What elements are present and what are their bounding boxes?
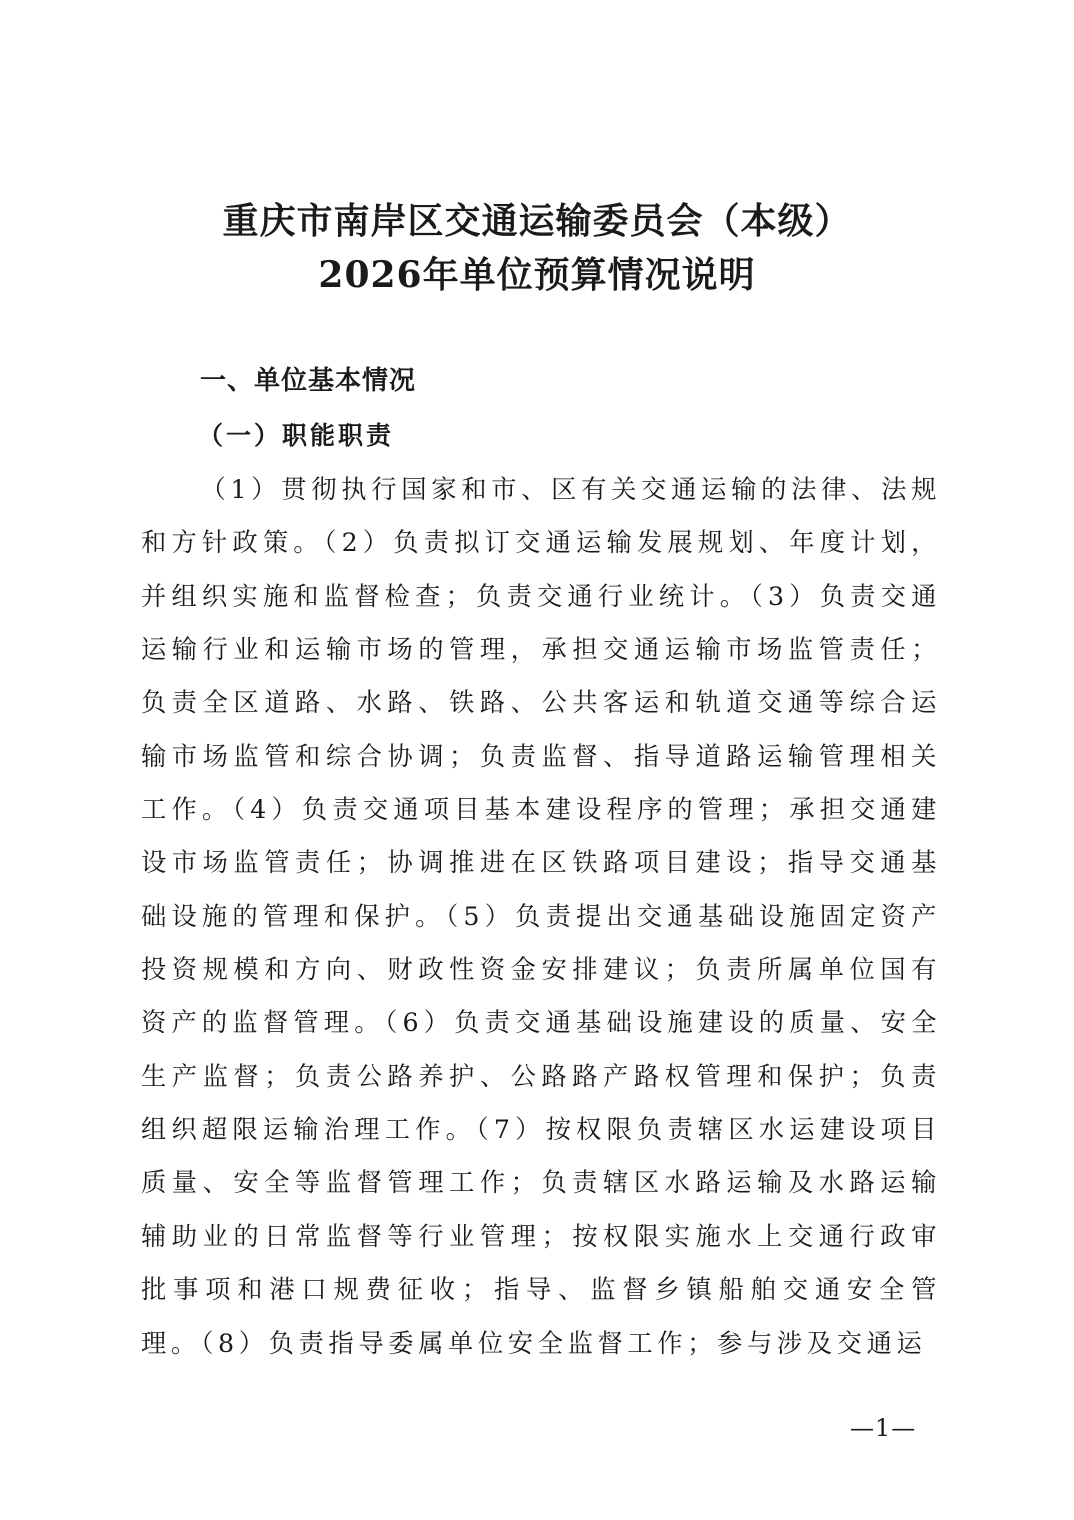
page-number: —1— [850, 1414, 917, 1442]
section-heading: 一、单位基本情况 [200, 366, 417, 396]
document-title-line-2: 2026年单位预算情况说明 [318, 254, 756, 296]
document-title-line-1: 重庆市南岸区交通运输委员会（本级） [222, 200, 852, 242]
duties-paragraph: （1）贯彻执行国家和市、区有关交通运输的法律、法规和方针政策。（2）负责拟订交通运输发展规划、年度计划，并组织实施和监督检查；负责交通行业统计。（3）负责交通运输行业和运输市场的管理，承担交通运输市场监管责任；负责全区道路、水路、铁路、公共客运和轨道交通等综合运输市场监管和综合协调；负责监督、指导道路运输管理相关工作。（4）负责交通项目基本建设程序的管理；承担交通建设市场监管责任；协调推进在区铁路项目建设；指导交通基础设施的管理和保护。（5）负责提出交通基础设施固定资产投资规模和方向、财政性资金安排建议；负责所属单位国有资产的监督管理。（6）负责交通基础设施建设的质量、安全生产监督；负责公路养护、公路路产路权管理和保护；负责组织超限运输治理工作。（7）按权限负责辖区水运建设项目质量、安全等监督管理工作；负责辖区水路运输及水路运输辅助业的日常监督等行业管理；按权限实施水上交通行政审批事项和港口规费征收；指导、监督乡镇船舶交通安全管理。（8）负责指导委属单位安全监督工作；参与涉及交通运 [141, 475, 941, 1358]
subsection-heading: （一）职能职责 [198, 421, 395, 450]
